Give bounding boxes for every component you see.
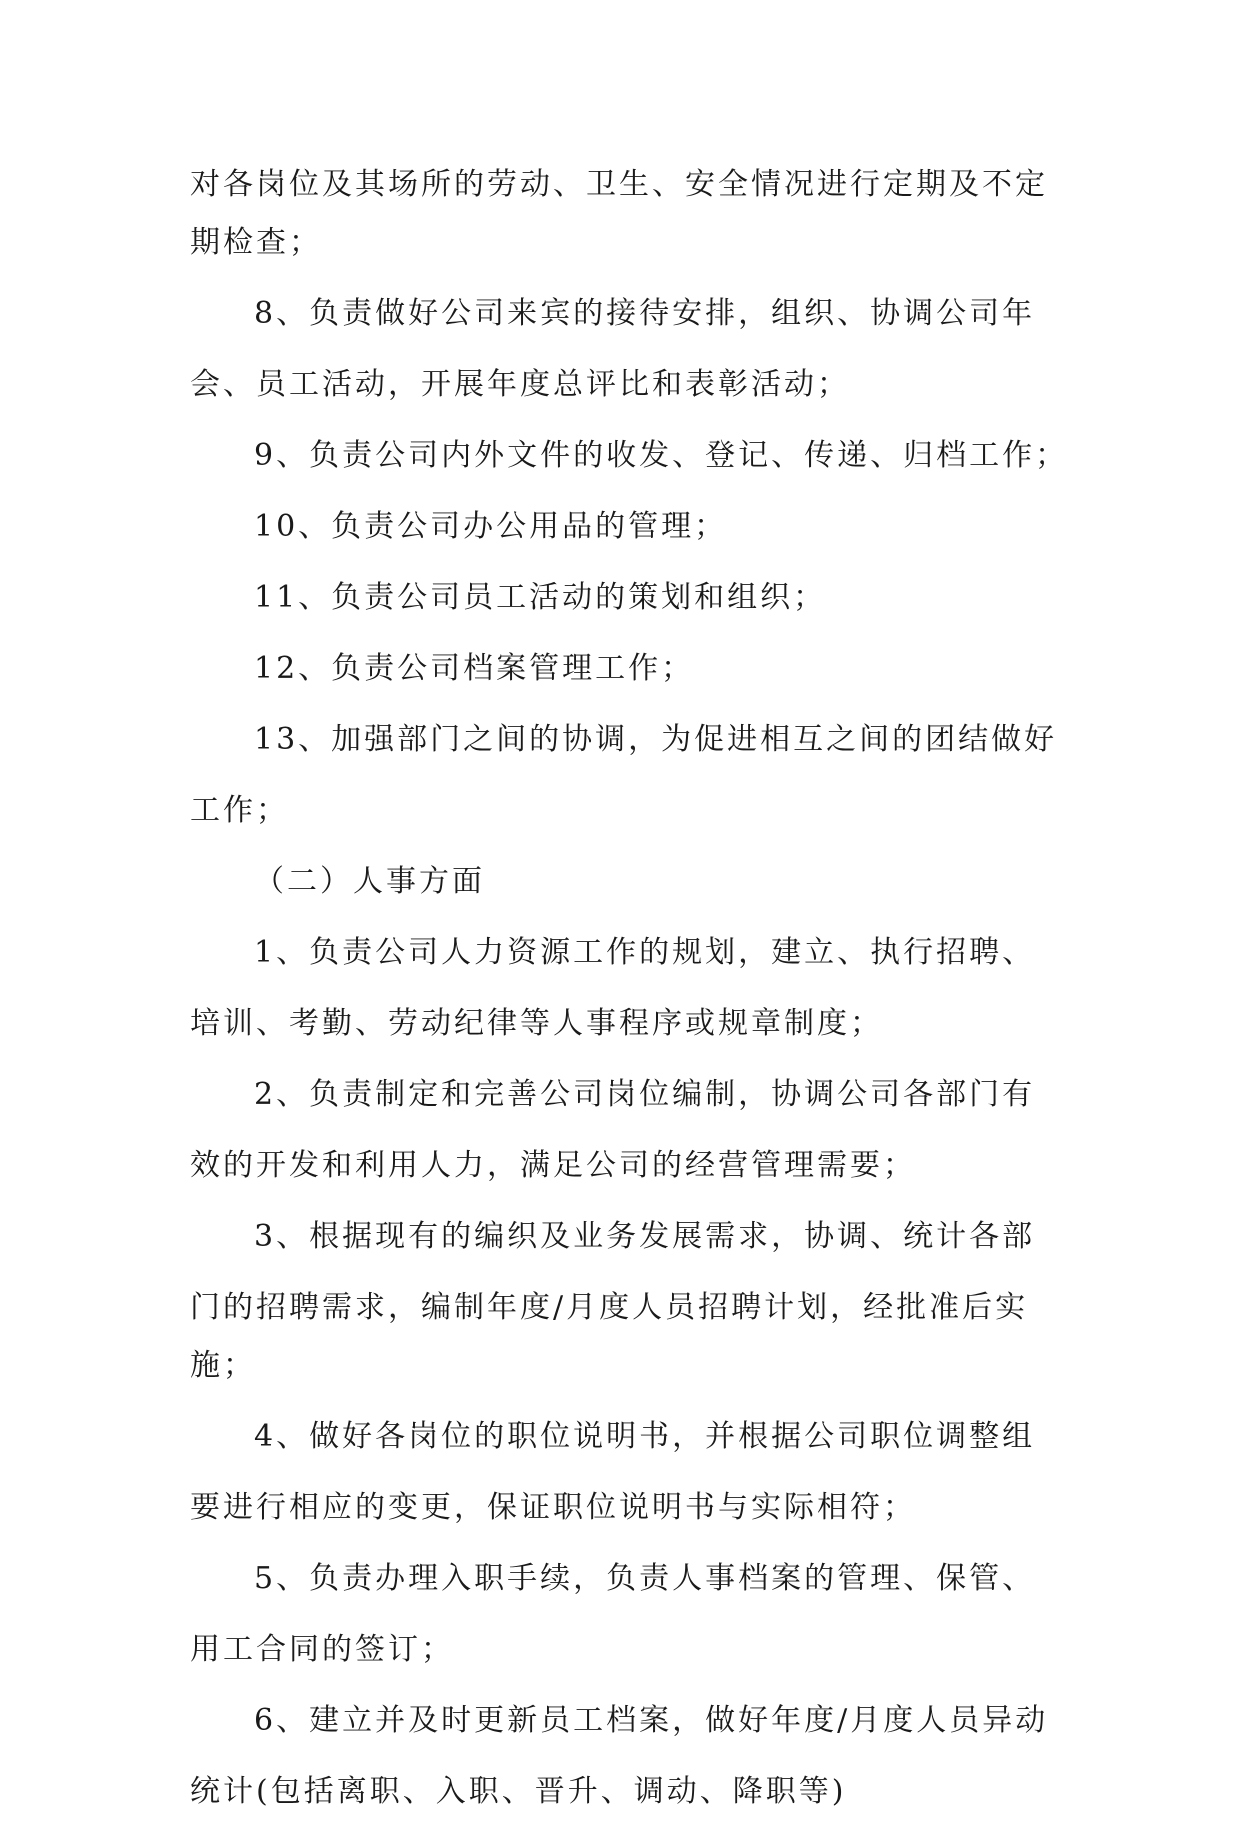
paragraph-line: 施； — [190, 1348, 256, 1383]
paragraph-line: （二）人事方面 — [254, 864, 485, 899]
document-paragraph — [190, 427, 1069, 485]
document-paragraph — [190, 1479, 1052, 1537]
paragraph-line: 培训、考勤、劳动纪律等人事程序或规章制度； — [190, 1006, 883, 1041]
document-paragraph — [190, 1066, 1052, 1124]
document-body — [190, 156, 1069, 1821]
paragraph-line: 1、负责公司人力资源工作的规划，建立、执行招聘、 — [254, 935, 1036, 970]
paragraph-line: 2、负责制定和完善公司岗位编制，协调公司各部门有 — [254, 1077, 1036, 1112]
paragraph-line: 9、负责公司内外文件的收发、登记、传递、归档工作； — [254, 438, 1069, 473]
document-paragraph — [190, 1137, 1052, 1195]
paragraph-line: 要进行相应的变更，保证职位说明书与实际相符； — [190, 1490, 916, 1525]
document-paragraph — [190, 782, 1052, 840]
document-page — [190, 156, 1069, 1834]
document-paragraph — [190, 1692, 1052, 1750]
document-paragraph — [190, 356, 1052, 414]
document-paragraph — [190, 285, 1052, 343]
paragraph-line: 用工合同的签订； — [190, 1632, 454, 1667]
paragraph-line: 4、做好各岗位的职位说明书，并根据公司职位调整组 — [254, 1419, 1036, 1454]
paragraph-line: 12、负责公司档案管理工作； — [254, 651, 695, 686]
document-paragraph — [190, 1208, 1052, 1266]
paragraph-line: 门的招聘需求，编制年度/月度人员招聘计划，经批准后实 — [190, 1290, 1029, 1325]
document-paragraph — [190, 995, 1052, 1053]
document-paragraph — [190, 853, 1052, 911]
paragraph-line: 效的开发和利用人力，满足公司的经营管理需要； — [190, 1148, 916, 1183]
document-paragraph — [190, 640, 1052, 698]
paragraph-line: 工作； — [190, 793, 289, 828]
paragraph-line: 会、员工活动，开展年度总评比和表彰活动； — [190, 367, 850, 402]
paragraph-line: 13、加强部门之间的协调，为促进相互之间的团结做好 — [254, 722, 1058, 757]
document-paragraph — [190, 1408, 1052, 1466]
paragraph-line: 5、负责办理入职手续，负责人事档案的管理、保管、 — [254, 1561, 1036, 1596]
document-paragraph — [190, 711, 1058, 769]
paragraph-line: 6、建立并及时更新员工档案，做好年度/月度人员异动 — [254, 1703, 1049, 1738]
document-paragraph — [190, 1763, 1052, 1821]
paragraph-line: 10、负责公司办公用品的管理； — [254, 509, 728, 544]
paragraph-line: 对各岗位及其场所的劳动、卫生、安全情况进行定期及不定 — [190, 167, 1048, 202]
document-paragraph — [190, 569, 1052, 627]
document-paragraph — [190, 1621, 1052, 1679]
paragraph-line: 11、负责公司员工活动的策划和组织； — [254, 580, 827, 615]
paragraph-line: 3、根据现有的编织及业务发展需求，协调、统计各部 — [254, 1219, 1036, 1254]
paragraph-line: 期检查； — [190, 225, 322, 260]
document-paragraph — [190, 156, 1052, 272]
document-paragraph — [190, 924, 1052, 982]
document-paragraph — [190, 1550, 1052, 1608]
paragraph-line: 统计(包括离职、入职、晋升、调动、降职等) — [190, 1774, 847, 1809]
document-paragraph — [190, 498, 1052, 556]
paragraph-line: 8、负责做好公司来宾的接待安排，组织、协调公司年 — [254, 296, 1036, 331]
document-paragraph — [190, 1279, 1052, 1395]
